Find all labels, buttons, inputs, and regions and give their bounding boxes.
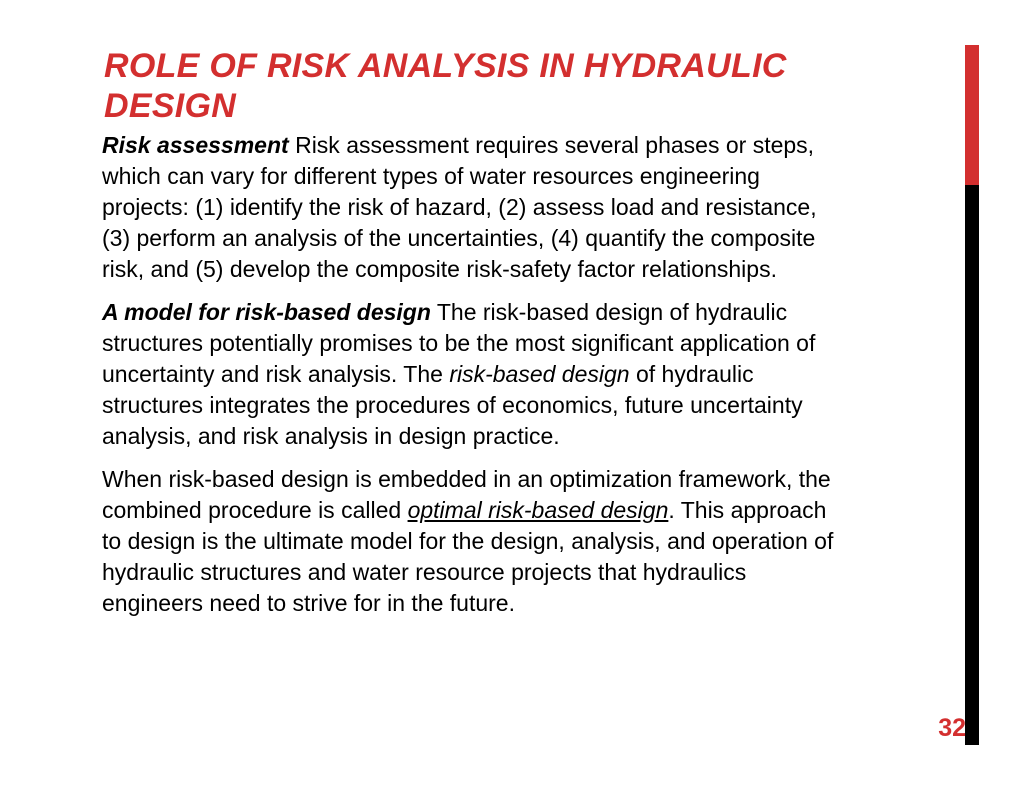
paragraph-risk-assessment bbox=[102, 130, 932, 285]
paragraph-text: of hydraulic bbox=[629, 361, 754, 387]
paragraph-text: combined procedure is called bbox=[102, 497, 408, 523]
accent-bar-red bbox=[965, 45, 979, 185]
paragraph-line: engineers need to strive for in the future. bbox=[102, 590, 515, 616]
paragraph-lead: A model for risk-based design bbox=[102, 299, 431, 325]
paragraph-risk-based-design-model bbox=[102, 297, 932, 452]
emphasis-risk-based-design: risk-based design bbox=[449, 361, 630, 387]
paragraph-lead: Risk assessment bbox=[102, 132, 289, 158]
slide-title bbox=[104, 46, 934, 126]
paragraph-line: risk, and (5) develop the composite risk-safety factor relationships. bbox=[102, 256, 777, 282]
accent-bar-black bbox=[965, 185, 979, 745]
paragraph-line: analysis, and risk analysis in design practice. bbox=[102, 423, 560, 449]
paragraph-line: When risk-based design is embedded in an optimization framework, the bbox=[102, 466, 831, 492]
paragraph-line: structures potentially promises to be the most significant application of bbox=[102, 330, 816, 356]
emphasis-optimal-risk-based-design: optimal risk-based design bbox=[407, 497, 669, 523]
paragraph-text: Risk assessment requires several phases or steps, bbox=[288, 132, 815, 158]
paragraph-text: . This approach bbox=[668, 497, 827, 523]
paragraph-line: structures integrates the procedures of economics, future uncertainty bbox=[102, 392, 803, 418]
page-number: 32 bbox=[938, 714, 966, 742]
paragraph-line bbox=[102, 359, 932, 390]
paragraph-line: projects: (1) identify the risk of hazard, (2) assess load and resistance, bbox=[102, 194, 817, 220]
slide-body bbox=[102, 130, 932, 631]
paragraph-text: uncertainty and risk analysis. The bbox=[102, 361, 450, 387]
paragraph-text: The risk-based design of hydraulic bbox=[430, 299, 788, 325]
paragraph-optimal-risk-based-design bbox=[102, 464, 932, 619]
paragraph-line: hydraulic structures and water resource projects that hydraulics bbox=[102, 559, 747, 585]
paragraph-line bbox=[102, 297, 932, 328]
paragraph-line bbox=[102, 495, 932, 526]
paragraph-line: to design is the ultimate model for the design, analysis, and operation of bbox=[102, 528, 834, 554]
paragraph-line bbox=[102, 130, 932, 161]
slide-title-line-1: ROLE OF RISK ANALYSIS IN HYDRAULIC bbox=[104, 47, 787, 85]
paragraph-line: (3) perform an analysis of the uncertainties, (4) quantify the composite bbox=[102, 225, 816, 251]
slide-title-line-2: DESIGN bbox=[104, 87, 237, 125]
paragraph-line: which can vary for different types of water resources engineering bbox=[102, 163, 760, 189]
